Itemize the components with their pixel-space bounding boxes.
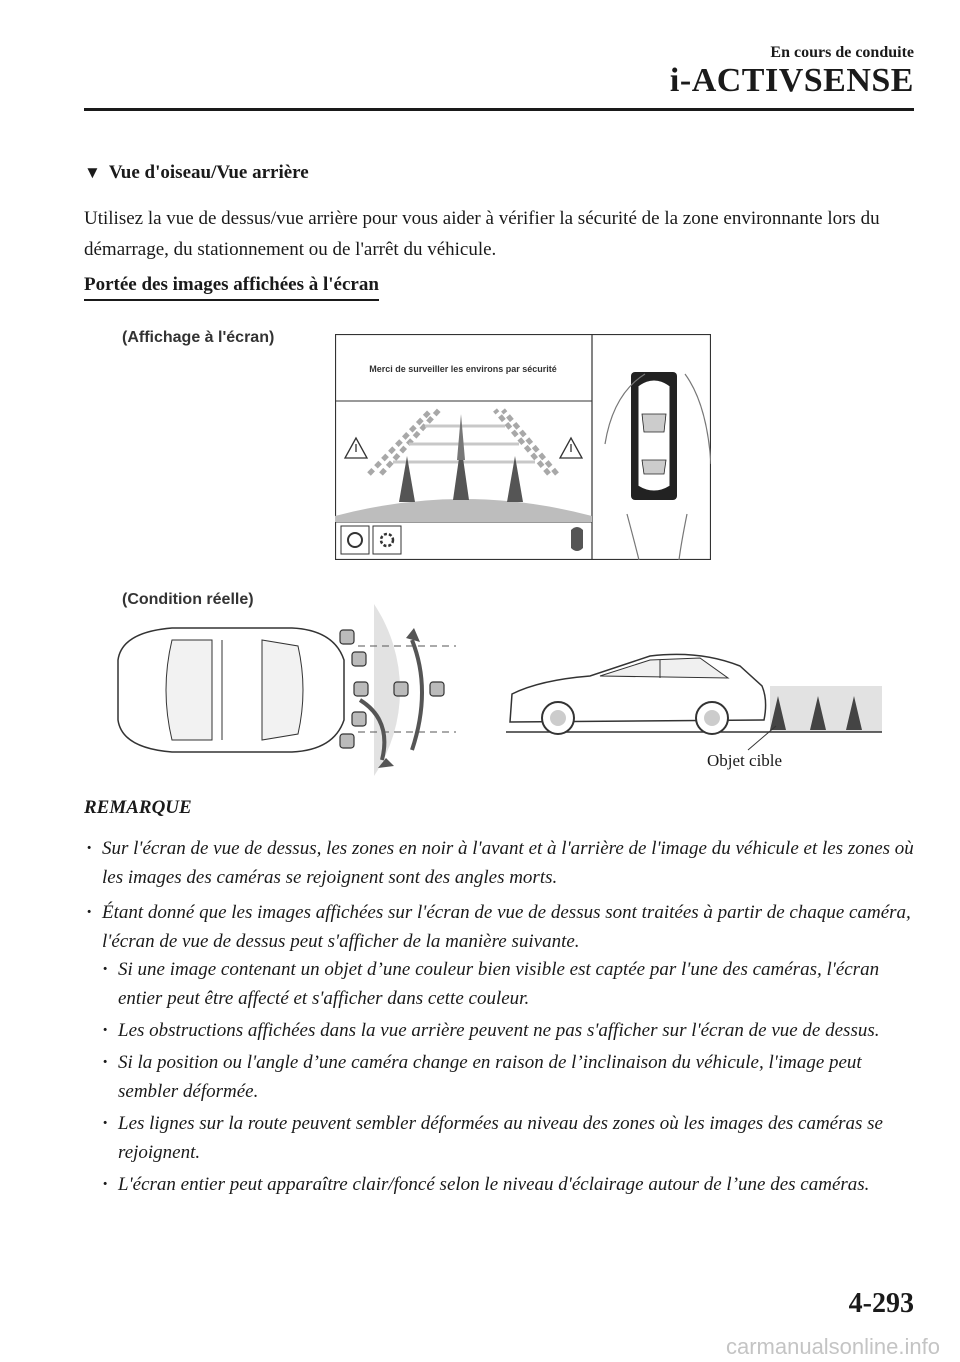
triangle-marker-icon: ▼: [84, 163, 101, 182]
remarque-subnote: · Si une image contenant un objet d’une couleur bien visible est captée par l'une des caméras, l'écran entier peut être affecté et s'afficher dans cette couleur.: [102, 955, 902, 1013]
remarque-subnote: · Si la position ou l'angle d’une caméra change en raison de l’inclinaison du véhicule, l'image peut sembler déformée.: [102, 1048, 902, 1106]
intro-paragraph: Utilisez la vue de dessus/vue arrière pour vous aider à vérifier la sécurité de la zone environnante lors du démarrage, du stationnement ou de l'arrêt du véhicule.: [84, 208, 880, 260]
car-top-view-illustration: [112, 600, 466, 780]
car-side-view-illustration: [500, 640, 886, 780]
real-condition-label: (Condition réelle): [122, 591, 254, 608]
header-section-label: En cours de conduite: [770, 44, 914, 61]
target-object-callout: Objet cible: [707, 751, 783, 770]
remarque-subnote: · Les lignes sur la route peuvent sembler déformées au niveau des zones où les images des caméras se rejoignent.: [102, 1109, 902, 1167]
screen-display-label: (Affichage à l'écran): [122, 329, 275, 346]
screen-banner-text: Merci de surveiller les environs par sécurité: [369, 364, 557, 374]
screen-display-illustration: [335, 334, 711, 560]
remarque-subnote: · L'écran entier peut apparaître clair/foncé selon le niveau d'éclairage autour de l’une des caméras.: [102, 1170, 902, 1199]
remarque-notes-list: [86, 834, 916, 962]
remarque-subnote: · Les obstructions affichées dans la vue arrière peuvent ne pas s'afficher sur l'écran de vue de dessus.: [102, 1016, 902, 1045]
subheading: Portée des images affichées à l'écran: [84, 274, 379, 301]
remarque-subnotes-list: [102, 955, 902, 1202]
car-mini-icon: [571, 527, 583, 551]
remarque-note: · Étant donné que les images affichées sur l'écran de vue de dessus sont traitées à partir de chaque caméra, l'écran de vue de dessus peut s'afficher de la manière suivante.: [86, 898, 916, 956]
header-title: i-ACTIVSENSE: [669, 62, 914, 99]
section-heading-text: Vue d'oiseau/Vue arrière: [108, 162, 309, 183]
section-heading: [84, 162, 309, 184]
page-number: 4-293: [848, 1288, 914, 1319]
remarque-title: REMARQUE: [84, 797, 192, 818]
remarque-note: · Sur l'écran de vue de dessus, les zones en noir à l'avant et à l'arrière de l'image du véhicule et les zones où les images des caméras se rejoignent sont des angles morts.: [86, 834, 916, 892]
watermark: carmanualsonline.info: [725, 1334, 940, 1359]
header-rule: [84, 108, 914, 111]
